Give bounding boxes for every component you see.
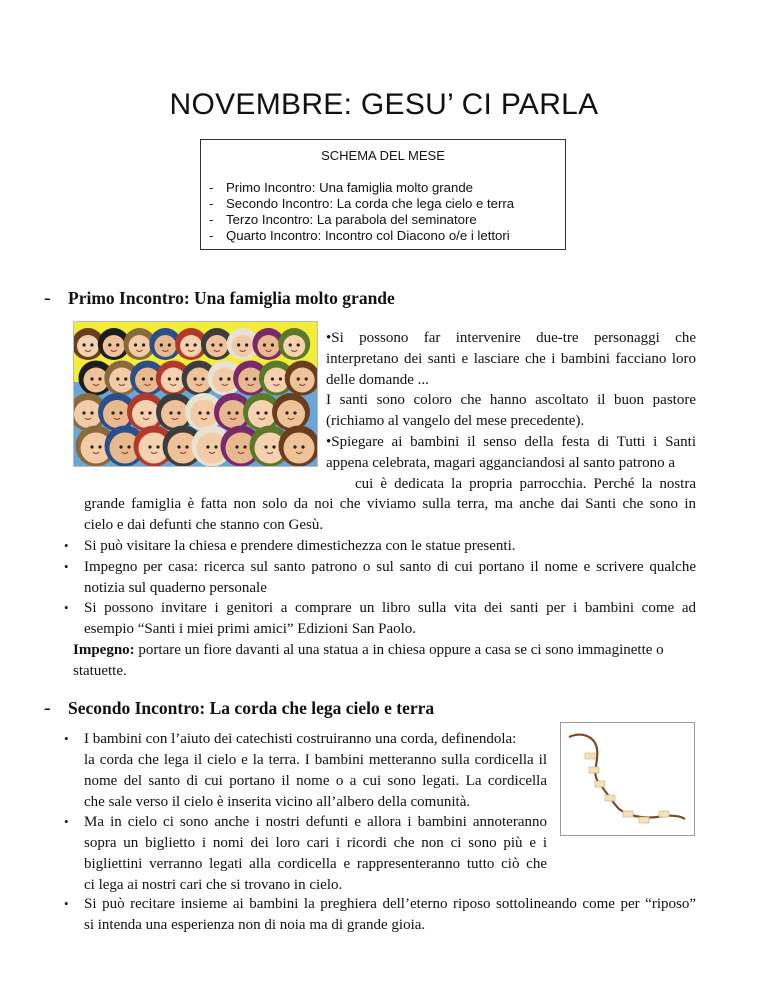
saint-eye [194,343,197,346]
saint-face [283,335,305,357]
saint-eye [168,343,171,346]
saint-face [103,400,131,428]
saint-eye [272,445,275,448]
s1-bullet-line: Si può visitare la chiesa e prendere dimestichezza con le statue presenti. [84,538,516,554]
saint-eye [227,411,230,414]
saint-face [219,400,247,428]
s2-bullet-line: Ma in cielo ci sono anche i nostri defunti e allora i bambini annoteranno [84,814,547,830]
bullet-icon: • [64,559,69,574]
saint-eye [245,343,248,346]
s1-line: cielo e dai defunti che stanno con Gesù. [84,517,324,533]
section2-heading-text: Secondo Incontro: La corda che lega cielo e terra [68,698,435,718]
saint-eye [245,377,248,380]
saint-eye [194,377,197,380]
saint-eye [119,445,122,448]
saint-face [206,335,228,357]
saint-face [129,335,151,357]
saint-eye [116,377,119,380]
saint-eye [279,377,282,380]
schema-item-text: Quarto Incontro: Incontro col Diacono o/e i lettori [226,228,510,243]
saint-eye [90,411,93,414]
impegno-text: portare un fiore davanti al una statua a in chiesa oppure a casa se ci sono immaginette o [134,642,664,658]
saint-face [132,400,160,428]
s2-bullet-line: I bambini con l’aiuto dei catechisti costruiranno una corda, definendola: [84,731,517,747]
saint-face [77,335,99,357]
schema-item-text: Secondo Incontro: La corda che lega cielo e terra [226,196,515,211]
s1-bullet-line: Si possono invitare i genitori a comprare un libro sulla vita dei santi per i bambini come ad [84,600,696,616]
section1-heading: - Primo Incontro: Una famiglia molto grande [44,287,395,309]
saint-face [290,368,315,393]
impegno-line [73,640,697,661]
saint-face [154,335,176,357]
saint-eye [237,343,240,346]
s1-line: grande famiglia è fatta non solo da noi che viviamo sulla terra, ma anche dai Santi che sono in [84,496,696,512]
saint-eye [142,343,145,346]
saint-eye [148,411,151,414]
saint-eye [90,343,93,346]
saint-eye [134,343,137,346]
saint-eye [219,377,222,380]
saint-eye [285,411,288,414]
saints-illustration [73,321,318,467]
s1-line: cui è dedicata la propria parrocchia. Perché la nostra [355,476,696,492]
schema-item: - Primo Incontro: Una famiglia molto grande [209,180,474,195]
saint-face [103,335,125,357]
s2-bullet-line: che sale verso il cielo è inserita vicino all’albero della comunità. [84,794,471,810]
saint-eye [150,377,153,380]
saint-eye [206,445,209,448]
saint-eye [176,377,179,380]
s1-line: interpretano dei santi e lasciare che i bambini facciano loro [326,351,696,367]
saint-face [190,400,218,428]
saint-eye [264,445,267,448]
saint-eye [124,377,127,380]
s2-bullet-line: la corda che lega il cielo e la terra. I bambini metteranno sulla cordicella il [84,752,547,768]
saint-eye [142,377,145,380]
s2-bullet-line: si intenda una esperienza non di noia ma di grande gioia. [84,917,426,933]
section1-heading-text: Primo Incontro: Una famiglia molto grande [68,288,395,308]
s1-line: •Si possono far intervenire due-tre personaggi che [326,330,696,346]
bullet-icon: • [64,731,69,746]
saint-eye [305,377,308,380]
saint-eye [297,343,300,346]
s1-line: •Spiegare ai bambini il senso della festa di Tutti i Santi [326,434,696,450]
impegno-line-2: statuette. [73,663,127,679]
page-title: NOVEMBRE: GESU’ CI PARLA [169,88,599,121]
saint-face [232,335,254,357]
saint-face [257,335,279,357]
saint-eye [198,411,201,414]
saint-eye [219,343,222,346]
saint-face [74,400,102,428]
saint-eye [98,377,101,380]
saint-eye [235,411,238,414]
saint-eye [271,343,274,346]
saint-eye [214,445,217,448]
saint-eye [206,411,209,414]
saint-eye [168,377,171,380]
saint-eye [148,445,151,448]
saint-eye [111,411,114,414]
saint-eye [156,445,159,448]
saint-eye [263,343,266,346]
saint-eye [108,343,111,346]
schema-item-text: Terzo Incontro: La parabola del seminatore [226,212,477,227]
saint-eye [82,343,85,346]
saint-face [161,400,189,428]
schema-box [200,139,566,250]
saint-eye [119,411,122,414]
s2-bullet-line: ci lega ai nostri cari che si trovano in cielo. [84,877,343,893]
saint-eye [297,377,300,380]
s2-bullet-line: sopra un biglietto i nomi dei loro cari i ricordi che non ci sono più e i [84,835,547,851]
s2-bullet-line: nome del santo di cui portano il nome o a cui sono legati. La cordicella [84,773,547,789]
saint-face [277,400,305,428]
s1-bullet-line: notizia sul quaderno personale [84,580,267,596]
s1-line: (richiamo al vangelo del mese precedente). [326,413,585,429]
bullet-icon: • [64,814,69,829]
saint-eye [160,343,163,346]
saint-eye [243,445,246,448]
saint-eye [90,445,93,448]
saint-eye [98,445,101,448]
s1-line: delle domande ... [326,372,429,388]
saint-eye [82,411,85,414]
s2-bullet-line: Si può recitare insieme ai bambini la preghiera dell’eterno riposo sottolineando come per “riposo” [84,896,696,912]
saint-face [248,400,276,428]
saint-eye [127,445,130,448]
impegno-label: Impegno: [73,642,135,658]
saint-eye [185,445,188,448]
saint-eye [140,411,143,414]
saint-face [180,335,202,357]
saint-eye [264,411,267,414]
saint-eye [289,343,292,346]
bullet-icon: • [64,538,69,553]
saint-eye [116,343,119,346]
saint-eye [211,343,214,346]
schema-heading: SCHEMA DEL MESE [321,148,445,163]
saint-eye [90,377,93,380]
schema-item: - Secondo Incontro: La corda che lega cielo e terra [209,196,515,211]
schema-item: - Quarto Incontro: Incontro col Diacono o/e i lettori [209,228,510,243]
saint-face [284,433,315,464]
saint-eye [253,377,256,380]
s1-bullet-line: Impegno per casa: ricerca sul santo patrono o sul santo di cui portano il nome e scrivere qualche [84,559,696,575]
saint-eye [256,411,259,414]
saint-eye [177,411,180,414]
schema-item: - Terzo Incontro: La parabola del seminatore [209,212,477,227]
cord-illustration [560,722,695,836]
saint-eye [271,377,274,380]
s2-bullet-line: bigliettini verranno legati alla cordicella e rappresenteranno tutto ciò che [84,856,547,872]
saint-eye [169,411,172,414]
saint-eye [186,343,189,346]
saint-eye [293,445,296,448]
saint-eye [227,377,230,380]
saint-eye [177,445,180,448]
schema-item-text: Primo Incontro: Una famiglia molto grande [226,180,474,195]
s1-line: I santi sono coloro che hanno ascoltato il buon pastore [326,392,696,408]
bullet-icon: • [64,600,69,615]
saint-eye [293,411,296,414]
s1-bullet-line: esempio “Santi i miei primi amici” Edizioni San Paolo. [84,621,417,637]
saint-eye [202,377,205,380]
bullet-icon: • [64,896,69,911]
saint-eye [235,445,238,448]
saint-eye [301,445,304,448]
s1-line: appena celebrata, magari agganciandosi al santo patrono a [326,455,676,471]
section2-heading: - Secondo Incontro: La corda che lega cielo e terra [44,697,435,719]
